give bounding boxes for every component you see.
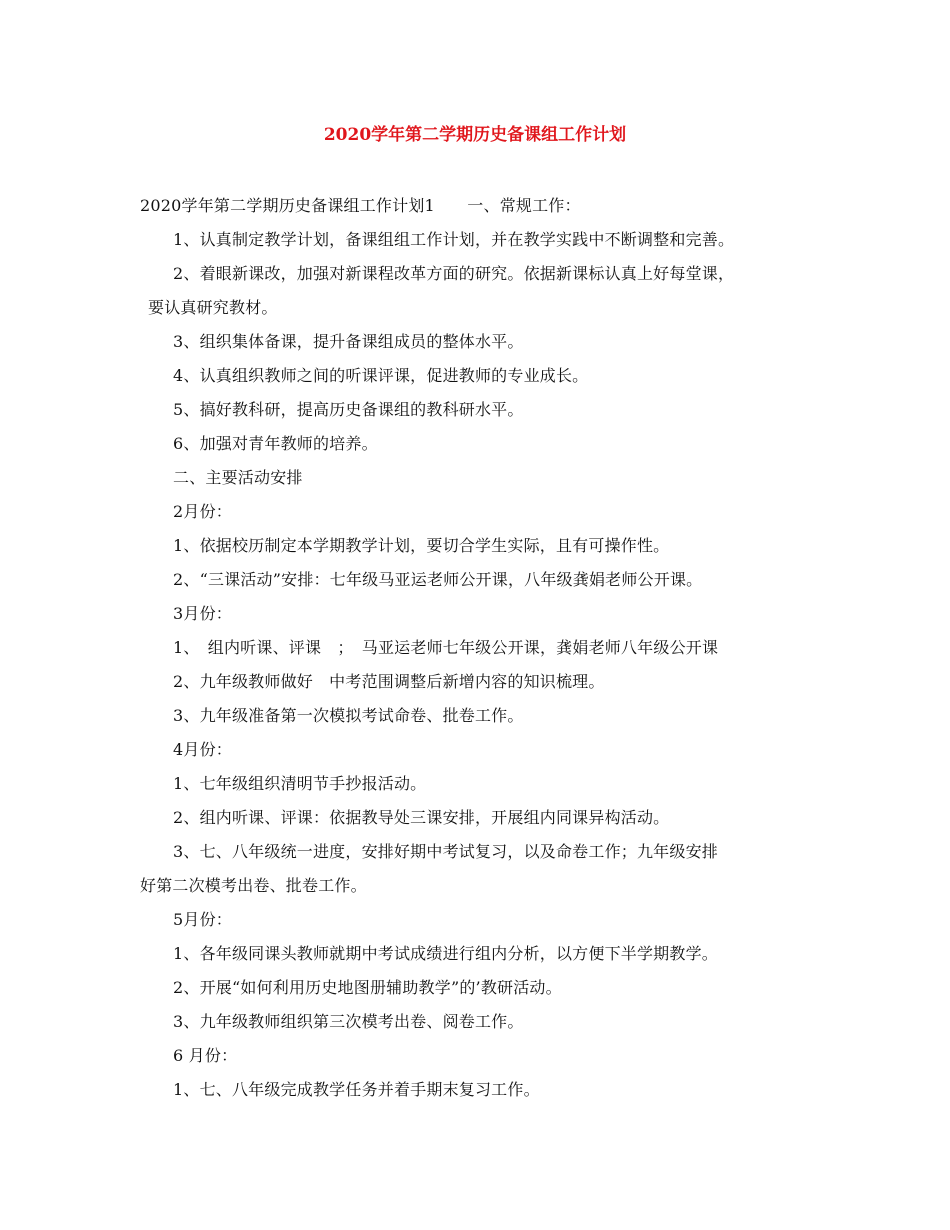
paragraph-line: 2、组内听课、评课：依据教导处三课安排，开展组内同课异构活动。 <box>173 808 670 827</box>
paragraph-line: 好第二次模考出卷、批卷工作。 <box>140 876 367 895</box>
paragraph-line: 2020学年第二学期历史备课组工作计划1 一、常规工作： <box>140 196 581 215</box>
document-title: 2020学年第二学期历史备课组工作计划 <box>323 125 627 145</box>
month-heading: 2月份： <box>173 502 232 521</box>
paragraph-line: 1、七、八年级完成教学任务并着手期末复习工作。 <box>173 1080 540 1099</box>
month-heading: 4月份： <box>173 740 232 759</box>
paragraph-line: 1、依据校历制定本学期教学计划，要切合学生实际，且有可操作性。 <box>173 536 670 555</box>
paragraph-line: 4、认真组织教师之间的听课评课，促进教师的专业成长。 <box>173 366 589 385</box>
month-heading: 6 月份： <box>173 1046 238 1065</box>
section-heading: 二、主要活动安排 <box>173 468 303 487</box>
paragraph-line: 3、七、八年级统一进度，安排好期中考试复习，以及命卷工作；九年级安排 <box>173 842 718 861</box>
month-heading: 5月份： <box>173 910 232 929</box>
paragraph-line: 1、认真制定教学计划，备课组组工作计划，并在教学实践中不断调整和完善。 <box>173 230 735 249</box>
paragraph-line: 3、九年级准备第一次模拟考试命卷、批卷工作。 <box>173 706 524 725</box>
paragraph-line: 3、九年级教师组织第三次模考出卷、阅卷工作。 <box>173 1012 524 1031</box>
paragraph-line: 5、搞好教科研，提高历史备课组的教科研水平。 <box>173 400 524 419</box>
paragraph-line: 6、加强对青年教师的培养。 <box>173 434 378 453</box>
paragraph-line: 2、着眼新课改，加强对新课程改革方面的研究。依据新课标认真上好每堂课， <box>173 264 735 283</box>
month-heading: 3月份： <box>173 604 232 623</box>
paragraph-line: 1、七年级组织清明节手抄报活动。 <box>173 774 427 793</box>
paragraph-line: 1、各年级同课头教师就期中考试成绩进行组内分析，以方便下半学期教学。 <box>173 944 718 963</box>
paragraph-line: 3、组织集体备课，提升备课组成员的整体水平。 <box>173 332 524 351</box>
paragraph-line: 2、九年级教师做好 中考范围调整后新增内容的知识梳理。 <box>173 672 605 691</box>
paragraph-line: 2、开展“如何利用历史地图册辅助教学”的’教研活动。 <box>173 978 562 997</box>
paragraph-line: 1、 组内听课、评课 ； 马亚运老师七年级公开课，龚娟老师八年级公开课 <box>173 638 719 657</box>
paragraph-line: 要认真研究教材。 <box>148 298 278 317</box>
paragraph-line: 2、“三课活动”安排：七年级马亚运老师公开课，八年级龚娟老师公开课。 <box>173 570 703 589</box>
